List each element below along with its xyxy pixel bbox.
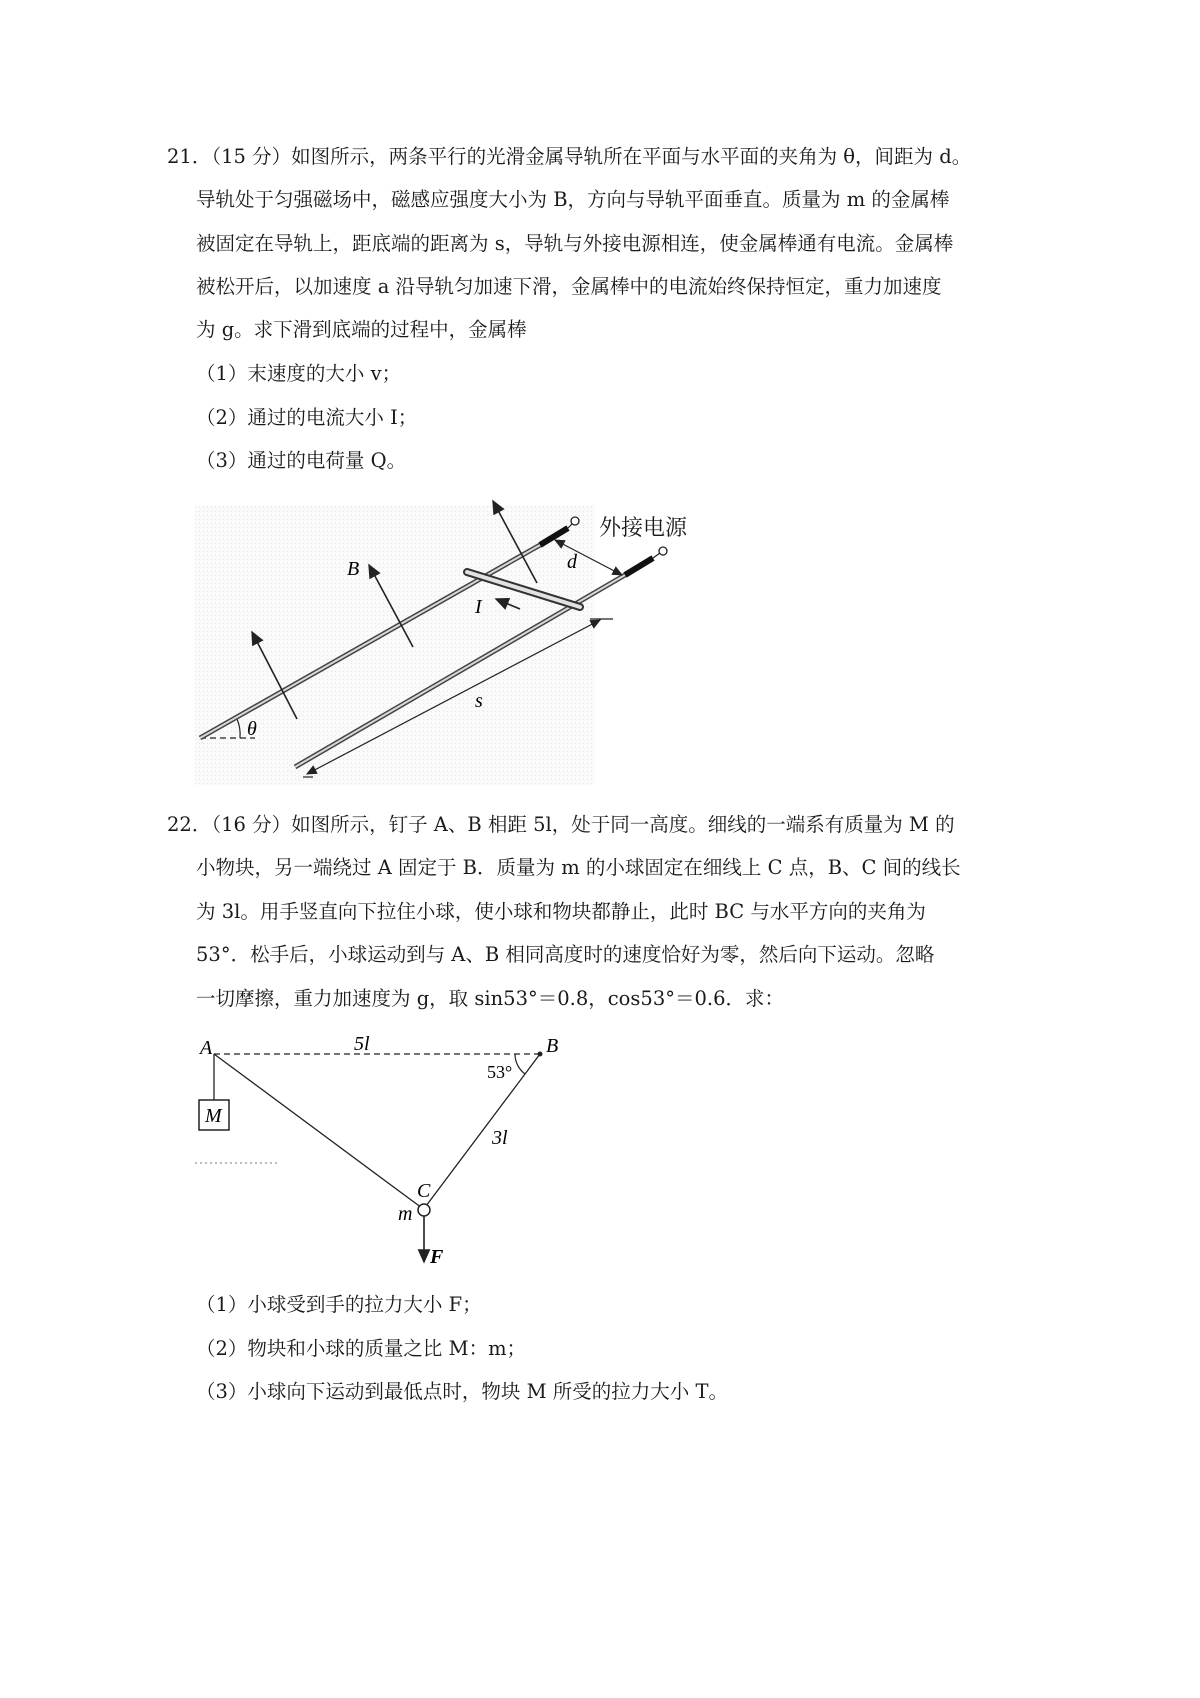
- q22-sub-1: （1）小球受到手的拉力大小 F；: [196, 1293, 482, 1316]
- q21-sub-1: （1）末速度的大小 v；: [196, 362, 402, 385]
- label-c: C: [417, 1180, 431, 1202]
- label-big-m: M: [205, 1105, 222, 1127]
- string-diagram: [190, 1030, 590, 1275]
- label-b: B: [546, 1035, 559, 1057]
- ball-c: [418, 1204, 430, 1216]
- q21-figure: [195, 495, 715, 785]
- q21-sub-3: （3）通过的电荷量 Q。: [196, 449, 407, 472]
- power-source-label: 外接电源: [599, 516, 688, 541]
- d-label: d: [567, 551, 577, 573]
- current-label: I: [475, 596, 482, 618]
- upper-terminal-circle: [571, 517, 579, 525]
- q22-sub-3: （3）小球向下运动到最低点时，物块 M 所受的拉力大小 T。: [196, 1380, 728, 1403]
- angle-arc: [515, 1054, 525, 1074]
- label-3l: 3l: [492, 1127, 508, 1149]
- q21-line-3: 被固定在导轨上，距底端的距离为 s，导轨与外接电源相连，使金属棒通有电流。金属棒: [196, 232, 954, 255]
- q22-line-5: 一切摩擦，重力加速度为 g，取 sin53°＝0.8，cos53°＝0.6．求：: [196, 987, 784, 1010]
- lower-terminal-circle: [659, 547, 667, 555]
- label-a: A: [200, 1037, 213, 1059]
- q21-line-2: 导轨处于匀强磁场中，磁感应强度大小为 B，方向与导轨平面垂直。质量为 m 的金属棒: [196, 188, 950, 211]
- q22-figure: [190, 1030, 590, 1275]
- q21-line-1: 21．（15 分）如图所示，两条平行的光滑金属导轨所在平面与水平面的夹角为 θ，间距为 d。: [167, 145, 972, 168]
- label-f: F: [430, 1246, 444, 1268]
- s-label: s: [475, 690, 483, 712]
- lower-lead: [653, 553, 660, 558]
- theta-label: θ: [247, 718, 257, 740]
- q22-line-4: 53°．松手后，小球运动到与 A、B 相同高度时的速度恰好为零，然后向下运动。忽略: [196, 943, 935, 966]
- q22-sub-2: （2）物块和小球的质量之比 M：m；: [196, 1337, 527, 1360]
- label-small-m: m: [398, 1203, 413, 1225]
- q22-line-2: 小物块，另一端绕过 A 固定于 B．质量为 m 的小球固定在细线上 C 点，B、C 间的线长: [196, 856, 961, 879]
- string-bc: [426, 1054, 540, 1206]
- string-ac: [214, 1054, 422, 1208]
- q22-line-3: 为 3l。用手竖直向下拉住小球，使小球和物块都静止，此时 BC 与水平方向的夹角为: [196, 900, 926, 923]
- q21-sub-2: （2）通过的电流大小 I；: [196, 406, 418, 429]
- q21-line-4: 被松开后，以加速度 a 沿导轨匀加速下滑，金属棒中的电流始终保持恒定，重力加速度: [196, 275, 942, 298]
- label-53: 53°: [487, 1062, 513, 1082]
- q22-line-1: 22．（16 分）如图所示，钉子 A、B 相距 5l，处于同一高度。细线的一端系有质量为 M 的: [167, 813, 955, 836]
- lower-rail-terminal: [625, 558, 653, 575]
- b-label: B: [347, 558, 360, 580]
- label-5l: 5l: [354, 1033, 370, 1055]
- q21-line-5: 为 g。求下滑到底端的过程中，金属棒: [196, 318, 527, 341]
